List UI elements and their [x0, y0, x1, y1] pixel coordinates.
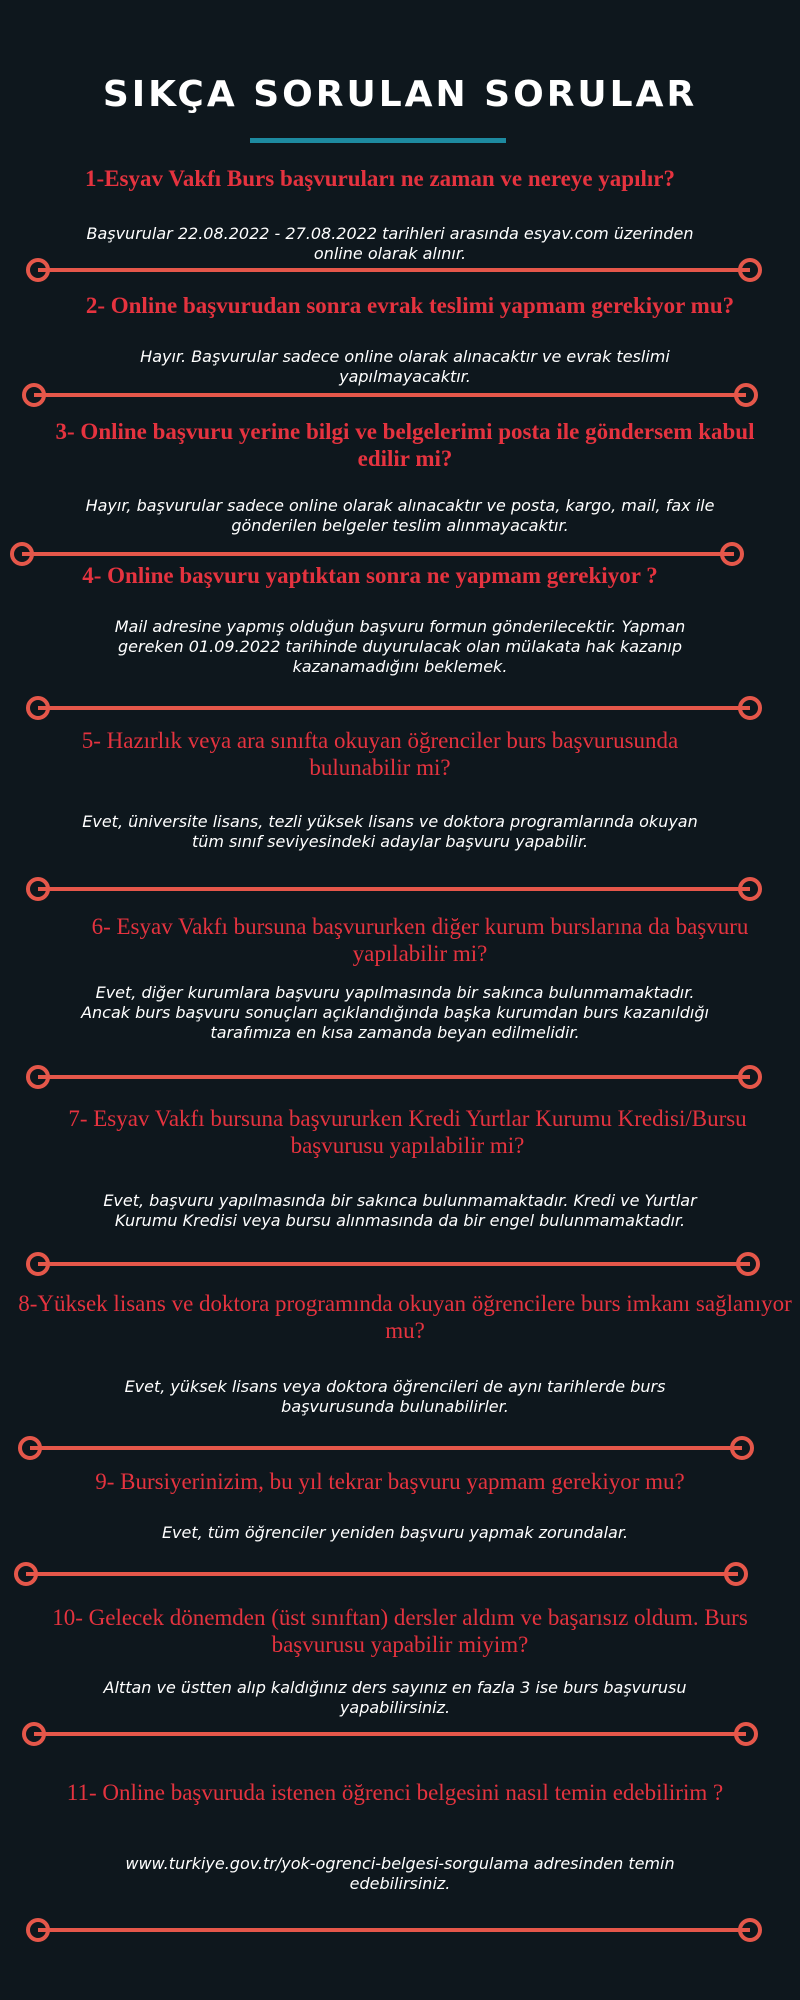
divider-node-left [26, 696, 50, 720]
faq-answer-9: Evet, tüm öğrenciler yeniden başvuru yapmak zorundalar. [161, 1523, 629, 1542]
faq-answer-3: Hayır, başvurular sadece online olarak alınacaktır ve posta, kargo, mail, fax ile gönderilen belgeler teslim alınmayacaktır. [85, 496, 715, 535]
faq-answer-7: Evet, başvuru yapılmasında bir sakınca bulunmamaktadır. Kredi ve Yurtlar Kurumu Kredisi veya bursu alınmasında da bir engel bulunmamaktadır. [103, 1191, 697, 1230]
faq-answer-2: Hayır. Başvurular sadece online olarak alınacaktır ve evrak teslimi yapılmayacaktır. [140, 347, 670, 386]
faq-divider-8 [30, 1446, 742, 1450]
divider-node-left [22, 383, 46, 407]
faq-question-1: 1-Esyav Vakfı Burs başvuruları ne zaman ve nereye yapılır? [85, 166, 675, 191]
divider-node-right [720, 542, 744, 566]
faq-answer-6: Evet, diğer kurumlara başvuru yapılmasında bir sakınca bulunmamaktadır. Ancak burs başvuru sonuçları açıklandığında başka kurumdan burs kazanıldığı tarafımıza en kısa zamanda beyan edilmelidir. [81, 983, 709, 1042]
divider-node-right [738, 696, 762, 720]
faq-divider-5 [38, 887, 750, 891]
faq-question-6: 6- Esyav Vakfı bursuna başvururken diğer kurum burslarına da başvuru yapılabilir mi? [91, 914, 749, 966]
divider-node-right [724, 1562, 748, 1586]
faq-question-3: 3- Online başvuru yerine bilgi ve belgelerimi posta ile göndersem kabul edilir mi? [55, 419, 755, 471]
faq-question-5: 5- Hazırlık veya ara sınıfta okuyan öğrenciler burs başvurusunda bulunabilir mi? [81, 728, 679, 780]
divider-node-left [26, 258, 50, 282]
faq-answer-5: Evet, üniversite lisans, tezli yüksek lisans ve doktora programlarında okuyan tüm sınıf seviyesindeki adaylar başvuru yapabilir. [82, 812, 698, 851]
faq-divider-2 [34, 393, 746, 397]
divider-node-right [738, 877, 762, 901]
faq-divider-4 [38, 706, 750, 710]
faq-divider-9 [26, 1572, 738, 1576]
divider-node-right [738, 1065, 762, 1089]
faq-answer-1: Başvurular 22.08.2022 - 27.08.2022 tarihleri arasında esyav.com üzerinden online olarak alınır. [86, 224, 694, 263]
title-underline [250, 138, 506, 143]
divider-node-right [736, 1252, 760, 1276]
divider-node-left [22, 1722, 46, 1746]
faq-divider-10 [34, 1732, 746, 1736]
faq-question-7: 7- Esyav Vakfı bursuna başvururken Kredi Yurtlar Kurumu Kredisi/Bursu başvurusu yapılabilir mi? [68, 1106, 747, 1158]
divider-node-left [18, 1436, 42, 1460]
faq-divider-1 [38, 268, 750, 272]
divider-node-right [734, 383, 758, 407]
divider-node-left [26, 1252, 50, 1276]
page-title: SIKÇA SORULAN SORULAR [102, 74, 698, 115]
divider-node-left [14, 1562, 38, 1586]
divider-node-right [738, 258, 762, 282]
divider-node-left [26, 877, 50, 901]
faq-divider-11 [38, 1928, 750, 1932]
faq-question-11: 11- Online başvuruda istenen öğrenci belgesini nasıl temin edebilirim ? [66, 1780, 724, 1805]
faq-question-4: 4- Online başvuru yaptıktan sonra ne yapmam gerekiyor ? [82, 563, 658, 588]
faq-question-9: 9- Bursiyerinizim, bu yıl tekrar başvuru yapmam gerekiyor mu? [95, 1469, 685, 1494]
divider-node-right [738, 1918, 762, 1942]
faq-divider-3 [22, 552, 734, 556]
faq-divider-6 [38, 1075, 750, 1079]
faq-divider-7 [38, 1262, 750, 1266]
faq-answer-11: www.turkiye.gov.tr/yok-ogrenci-belgesi-sorgulama adresinden temin edebilirsiniz. [125, 1854, 675, 1893]
divider-node-left [26, 1065, 50, 1089]
faq-answer-4: Mail adresine yapmış olduğun başvuru formun gönderilecektir. Yapman gereken 01.09.2022 tarihinde duyurulacak olan mülakata hak kazanıp kazanamadığını beklemek. [114, 617, 686, 676]
faq-answer-8: Evet, yüksek lisans veya doktora öğrencileri de aynı tarihlerde burs başvurusunda bulunabilirler. [124, 1377, 666, 1416]
faq-question-10: 10- Gelecek dönemden (üst sınıftan) dersler aldım ve başarısız oldum. Burs başvurusu yapabilir miyim? [52, 1605, 748, 1657]
divider-node-right [734, 1722, 758, 1746]
faq-answer-10: Alttan ve üstten alıp kaldığınız ders sayınız en fazla 3 ise burs başvurusu yapabilirsiniz. [103, 1678, 687, 1717]
faq-question-8: 8-Yüksek lisans ve doktora programında okuyan öğrencilere burs imkanı sağlanıyor mu? [18, 1291, 792, 1343]
divider-node-left [10, 542, 34, 566]
divider-node-left [26, 1918, 50, 1942]
divider-node-right [730, 1436, 754, 1460]
faq-question-2: 2- Online başvurudan sonra evrak teslimi yapmam gerekiyor mu? [85, 293, 735, 318]
